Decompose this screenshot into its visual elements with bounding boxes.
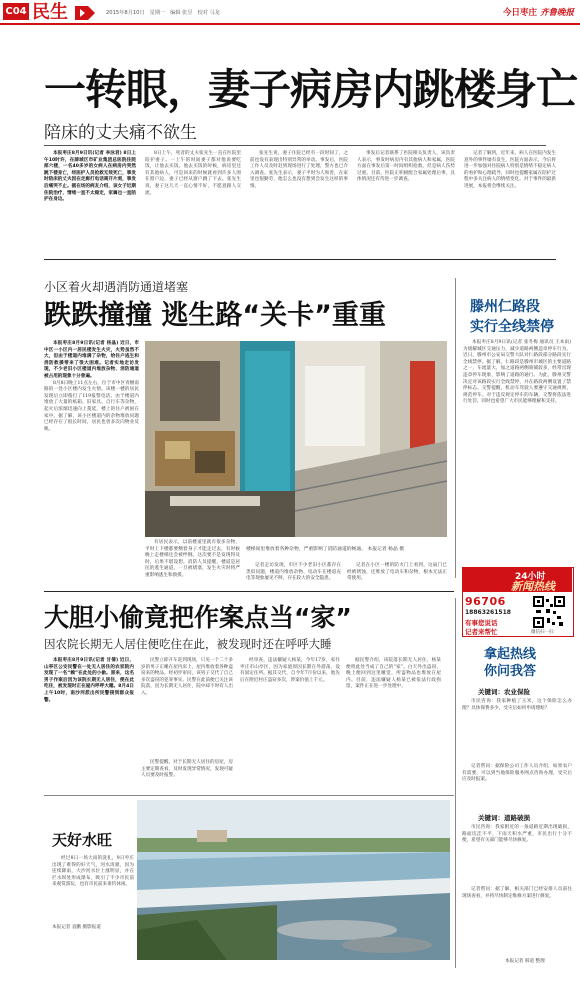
story1-rule [44,145,546,146]
qr-label: 微信扫一扫 [531,630,554,635]
story2-headline: 跌跌撞撞 逃生路“关卡”重重 [44,300,386,331]
slogan-1: 拿起热线 [484,647,537,662]
story1-col3: 张先生说，妻子住院已经有一段时间了，之前也没有表现出特别异常的举动。事发后，医院工作人员及时赶到现场进行了处理，警方也已介入调查。张先生表示，妻子平时为人和善，在家里也很勤劳，他怎么也没有想到会发生这样的事情。 [250,151,348,189]
qr-code-icon [533,596,565,628]
story2-col1: 本报枣庄8月9日讯(记者 杨晶) 近日，市中区一小区内一居民楼发生火灾，火势虽然不大，但由于楼道内堆满了杂物，给住户逃生和消防救援带来了很大困难。记者实地走访发现，不少老旧小区楼道内堆放杂物、消防通道被占用的现象十分普遍。 8月8日晚上11点左右，位于市中区青檀南路的一处小区楼内发生火情。该楼一楼的居民发现后立即拨打了119报警电话。由于楼道内堆放了大量的纸箱、旧家具、自行车等杂物，起火后浓烟迅速向上蔓延，楼上的住户被困在家中。据了解，该小区楼道内的杂物堆放问题已经存在了很长时间，居民也曾多次向物业反映。 [44,341,139,432]
header-meta [106,9,220,16]
story3-col3: 经审查，违法嫌疑人杨某，今年17岁，家住枣庄市山亭区，因为家庭原因长期在外游荡，没有固定住所。据其交代，自今年7月份以来，他先后在附近村庄盗窃多次，涉案价值上千元。 [240,658,340,683]
story1-headline: 一转眼，妻子病房内跳楼身亡 [44,65,578,114]
qa-item2-answer: 记者帮问：据了解，相关部门已经安排人员前往现场查看，并将尽快制定维修方案进行修复。 [462,887,572,899]
sidebar-headline-2: 实行全线禁停 [470,319,554,335]
story3-headline: 大胆小偷竟把作案点当“家” [44,603,352,632]
issue-date: 2015年8月10日 [106,10,145,16]
qa-item1-title: 关键词：农业保险 [478,688,530,696]
section-name: 民生 [32,2,68,22]
qa-item2-title: 关键词：道路破损 [478,814,530,822]
issue-weekday: 星期一 [149,10,166,16]
paper-name: 今日枣庄 [503,8,538,18]
story1-col5: 记者了解到，近年来，病人在医院内发生意外的事件屡有发生，医院方面表示，今后将进一步加强对住院病人特别是情绪不稳定病人的看护和心理疏导，同时也提醒家属在陪护过程中多关注病人的情绪变化。对于事件的最新进展，本报将会继续关注。 [464,151,556,189]
story3-col5: 民警提醒，对于长期无人居住的房屋，房主要定期查看，及时发现异常情况，发现可疑人员要及时报警。 [141,760,233,779]
ad-line1: 有事您说话 [465,619,498,627]
photo1-caption: 楼梯间里堆放着各种杂物，严重影响了消防通道的畅通。 本报记者 杨晶 摄 [246,547,405,552]
story2-photo [145,341,447,537]
qa-item2-question: 市民咨询：我家附近的一条道路近期出现破损，路面坑洼不平，下雨天积水严重，市民出行十分不便，希望有关部门能够尽快修复。 [462,825,572,844]
sidebar-text: 本报枣庄8月9日讯(记者 张冬梅 通讯员 王本雨) 为缓解城区交通压力，减少道路两侧违章停车行为，近日，滕州市公安局交警大队对仁路段部分路段实行全线禁停。据了解，仁路段是滕州市城区的主要道路之一，车流量大，加之道路两侧商铺较多，经常出现违章停车现象，影响了道路的通行。为此，滕州交警决定对该路段实行全线禁停，并在路段两侧设置了禁停标志。交警提醒，机动车驾驶人要遵守交通规则，规范停车。对于违反规定停车的车辆，交警将依法进行处罚，同时也希望广大市民能够理解和支持。 [463,340,571,405]
section-arrow-icon [75,5,95,19]
story2-kicker: 小区着火却遇消防通道堵塞 [44,280,189,294]
ad-title-big: 新闻热线 [511,580,555,593]
ad-line2: 记者来帮忙 [465,628,498,636]
story3-col4: 据民警介绍，该院落长期无人居住，杨某便将此处当成了自己的“家”。白天外出盗窃，晚上便回到这里睡觉，所盗物品也堆放在屋内。目前，违法嫌疑人杨某已被依法行政拘留，案件正在进一步处理中。 [346,658,441,690]
paper-brand: 齐鲁晚报 [539,8,574,18]
qa-divider [455,598,456,968]
paper-masthead [503,6,574,18]
story3-col2: 民警立即开车赶到现场，只见一个二十多岁的男子正睡在屋内床上，屋内堆放着各种盗窃来的物品。经初步审问，该男子交代了自己多次盗窃的犯罪事实。民警在此前便已关注该院落，因为长期无人居住，院中却不时有人出入。 [141,658,233,696]
header-rule [0,23,580,25]
ad-title-top: 24小时 [515,572,546,582]
ad-phone: 18863261518 [465,609,511,616]
qa-item1-answer: 记者帮问：据保险公司工作人员介绍，如果农户有需要，可以到当地保险服务网点咨询办理，受灾后应及时报案。 [462,764,572,783]
photo2-credit: 本报记者 袁鹏 摄影报道 [52,925,101,930]
slogan-2: 你问我答 [484,664,537,679]
story1-subhead: 陪床的丈夫痛不欲生 [44,123,197,143]
page-code: C04 [3,3,29,20]
story3-subhead: 因农院长期无人居住便吃住在此，被发现时还在呼呼大睡 [44,637,332,651]
photo2-text: 经过8日一场大雨的洗礼，9日枣庄出现了难得的好天气，河水清澈，因为连续降雨，大沙河水位上涨明显，并在拦水坝处形成瀑布，吸引了不少市民前来观赏游玩，也有市民前来垂钓休闲。 [52,856,134,888]
story2-col4: 记者走访发现，市区不少老旧小区都存在类似问题，楼道内堆放杂物、电动车在楼道充电等现象屡见不鲜，存在较大的安全隐患。 [246,563,341,582]
story3-top-rule [44,591,454,592]
hotline-ad [462,567,574,637]
sidebar-headline-1: 滕州仁路段 [470,299,540,315]
ad-hotline: 96706 [465,595,506,608]
sidebar-divider [455,278,456,578]
proofreader: 校对 马龙 [197,10,220,16]
photo2-title: 天好水旺 [52,831,113,849]
story1-col4: 事发后记者联系了医院相关负责人，该负责人表示，事发时病房内有其他病人和家属，医院方面在事发后第一时间组织抢救，但是病人伤势过重。目前，医院正积极配合家属处理后事，具体情况还有待进一步调查。 [357,151,455,183]
story2-col5: 记者在小区一楼的防火门上看到，这扇门已经被锈蚀，还堆放了电动车和杂物，根本无法正常使用。 [347,563,447,582]
story3-col1: 本报枣庄8月9日讯(记者 甘倩) 近日，山亭区公安民警在一处无人居住的农家院内发现了一名“赖”在此处的小偷。原来，这名男子作案后因为该院长期无人居住，便在此吃住，被发现时正在屋内呼呼大睡。8月4日上午10时，南沙河派出所民警接到群众报警。 [44,658,134,703]
editor: 编辑 张昱 [170,10,193,16]
story1-col1: 本报枣庄8月9日讯(记者 李泳君) 8日上午10时许，在薛城区市矿业集团总医院住院部六楼，一名40多岁的女病人在病房内突然跳下楼身亡，经医护人员抢救无效死亡，事发时陪床的丈夫因在走廊打电话离开片刻，事发后痛哭不止。据在场的病友介绍，该女子近期住院治疗，情绪一直不太稳定，家属也一直陪护在身边。 [44,151,136,203]
qa-credit: 本报记者 韩逍 整理 [505,959,545,964]
river-photo [137,800,450,960]
story3-bottom-rule [44,795,454,796]
qa-item1-question: 市民咨询：我家种植了玉米，这个保险怎么办理？具体保费多少，受灾后如何申请理赔？ [462,699,572,711]
story1-col2: 8日上午，死者的丈夫张先生一直在医院里陪护妻子。一上午的时间妻子都对他说要吃饭，让他去买饭。他去买饭的时候，病房里还有其他病人，可是回来的时候就看到许多人围在窗户边，妻子已经从窗户跳了下去。张先生说，妻子这几天一直心情不好，不愿意跟人交流。 [145,151,241,196]
story2-col3: 有居民表示，以前楼道里就有很多杂物，平时上下楼都要侧着身子才能走过去，有时候晚上走楼梯还会被绊倒。这次要不是发现得及时，后果不堪设想。消防人员提醒，楼道是居民的逃生通道，一旦被堵塞，发生火灾时将严重影响逃生和救援。 [145,540,240,578]
story1-bottom-rule [44,259,556,260]
